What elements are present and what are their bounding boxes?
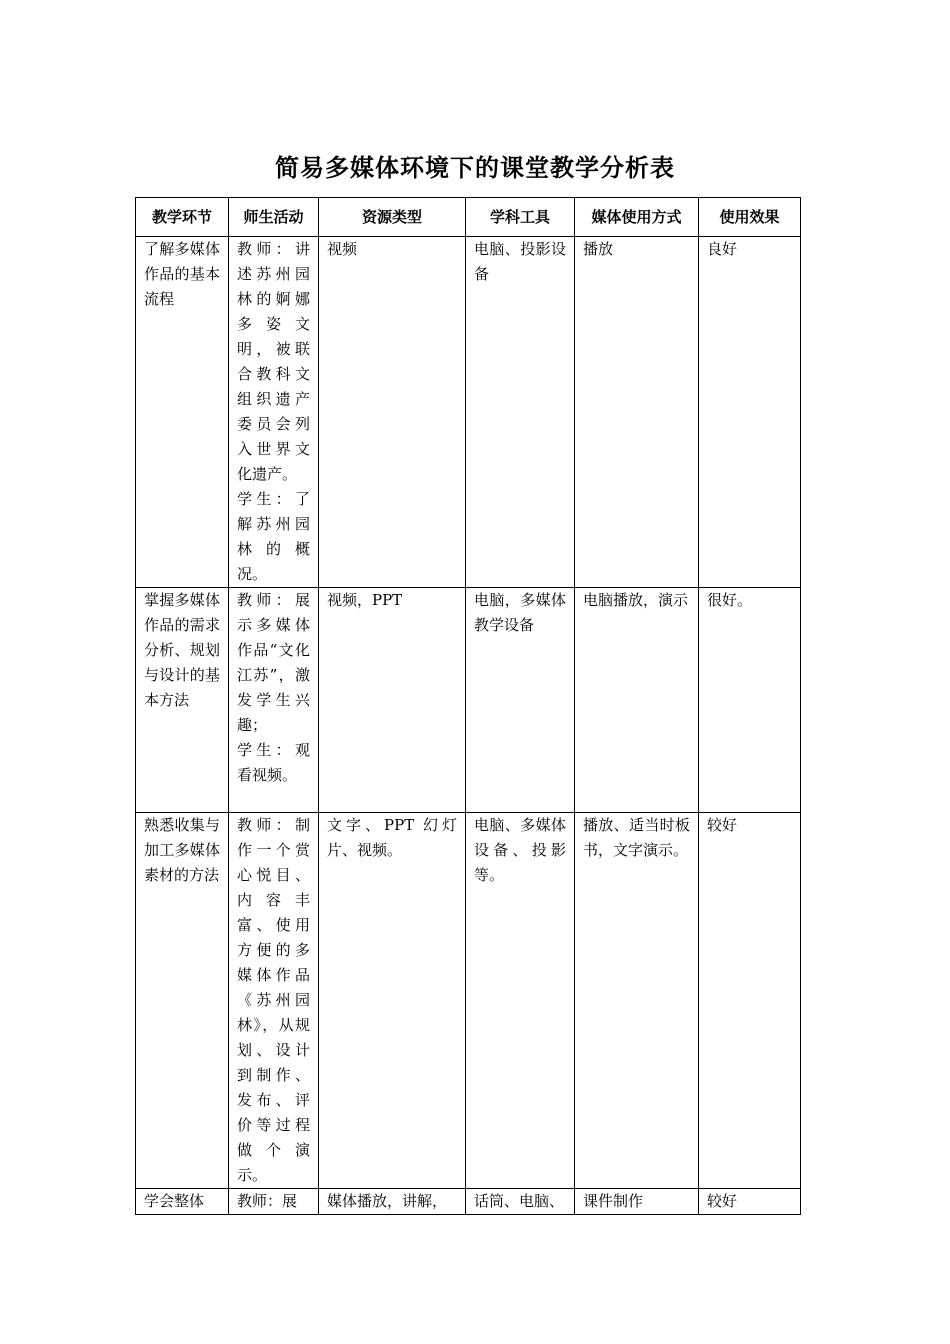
resource-text: 视频，PPT [327, 591, 403, 609]
cell-activity [229, 237, 319, 588]
cell-activity [229, 1189, 319, 1215]
tool-text: 话筒、电脑、 [474, 1192, 565, 1210]
header-tool: 学科工具 [466, 198, 575, 237]
activity-teacher-text: 教师：展 [237, 1192, 298, 1210]
analysis-table [135, 197, 801, 1215]
effect-text: 良好 [707, 240, 738, 258]
cell-activity [229, 588, 319, 813]
media-text: 播放、适当时板书，文字演示。 [583, 816, 690, 859]
media-text: 课件制作 [583, 1192, 644, 1210]
cell-stage [136, 237, 229, 588]
cell-effect [699, 588, 801, 813]
cell-effect [699, 1189, 801, 1215]
table-header-row [136, 198, 801, 237]
cell-media [575, 237, 699, 588]
table-row [136, 588, 801, 813]
stage-text: 掌握多媒体作品的需求分析、规划与设计的基本方法 [144, 591, 220, 709]
cell-stage [136, 813, 229, 1189]
cell-tool [466, 813, 575, 1189]
header-media: 媒体使用方式 [575, 198, 699, 237]
cell-activity [229, 813, 319, 1189]
cell-tool [466, 237, 575, 588]
tool-text: 电脑、多媒体设备、投影等。 [474, 816, 566, 884]
media-text: 播放 [583, 240, 614, 258]
effect-text: 很好。 [707, 591, 753, 609]
header-activity: 师生活动 [229, 198, 319, 237]
activity-student-text: 学生：观看视频。 [237, 741, 310, 784]
table-row [136, 237, 801, 588]
activity-teacher-text: 教师：展示多媒体作品“文化江苏”，激发学生兴趣； [237, 591, 310, 734]
cell-resource [319, 588, 466, 813]
cell-media [575, 813, 699, 1189]
activity-teacher-text: 教师：制作一个赏心悦目、内容丰富、使用方便的多媒体作品《苏州园林》，从规划、设计到制作、发布、评价等过程做个演示。 [237, 816, 310, 1184]
stage-text: 了解多媒体作品的基本流程 [144, 240, 220, 308]
resource-text: 媒体播放，讲解， [327, 1192, 448, 1210]
page-title: 简易多媒体环境下的课堂教学分析表 [275, 154, 675, 182]
header-stage: 教学环节 [136, 198, 229, 237]
stage-text: 熟悉收集与加工多媒体素材的方法 [144, 816, 220, 884]
cell-tool [466, 588, 575, 813]
cell-resource [319, 237, 466, 588]
header-resource: 资源类型 [319, 198, 466, 237]
media-text: 电脑播放，演示 [583, 591, 689, 609]
cell-resource [319, 1189, 466, 1215]
resource-text: 文字、PPT 幻灯片、视频。 [327, 816, 457, 859]
tool-text: 电脑、投影设备 [474, 240, 566, 283]
effect-text: 较好 [707, 1192, 738, 1210]
tool-text: 电脑，多媒体教学设备 [474, 591, 566, 634]
resource-text: 视频 [327, 240, 358, 258]
activity-student-text: 学生：了解苏州园林的概况。 [237, 490, 310, 583]
effect-text: 较好 [707, 816, 738, 834]
cell-effect [699, 237, 801, 588]
activity-teacher-text: 教师：讲述苏州园林的婀娜多姿文明，被联合教科文组织遗产委员会列入世界文化遗产。 [237, 240, 310, 483]
header-effect: 使用效果 [699, 198, 801, 237]
cell-media [575, 588, 699, 813]
cell-stage [136, 588, 229, 813]
cell-media [575, 1189, 699, 1215]
stage-text: 学会整体 [144, 1192, 205, 1210]
table-row [136, 813, 801, 1189]
cell-effect [699, 813, 801, 1189]
cell-stage [136, 1189, 229, 1215]
cell-tool [466, 1189, 575, 1215]
cell-resource [319, 813, 466, 1189]
table-row [136, 1189, 801, 1215]
